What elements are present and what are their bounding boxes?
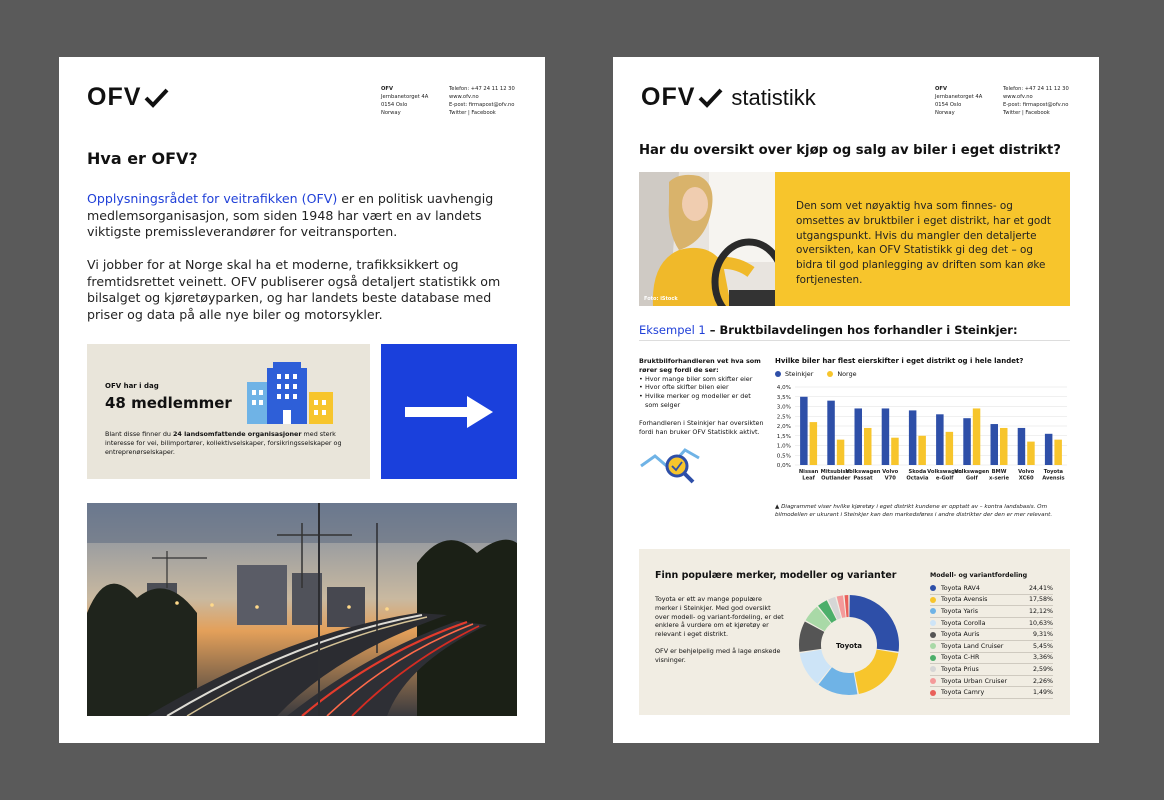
row-value: 12,12% [1028, 607, 1053, 615]
bar-norge [810, 422, 818, 465]
x-tick-label: Passat [853, 475, 873, 482]
address-name: OFV [381, 86, 393, 92]
row-label: Toyota Land Cruiser [930, 643, 1003, 650]
x-tick-label: e-Golf [935, 475, 954, 482]
legend-dot [930, 632, 936, 638]
divider [639, 340, 1070, 341]
y-tick-label: 1,0% [776, 443, 791, 450]
ofv-link[interactable]: Opplysningsrådet for veitrafikken (OFV) [87, 191, 338, 206]
arrow-button[interactable] [381, 344, 517, 479]
x-tick-label: Octavia [906, 475, 929, 482]
bar-norge [946, 432, 954, 465]
bar-steinkjer [827, 401, 835, 465]
bar-chart-title: Hvilke biler har flest eierskifter i eget distrikt og i hele landet? [775, 357, 1024, 365]
legend-dot [930, 620, 936, 626]
bullet-list [639, 375, 764, 410]
table-row [930, 687, 1053, 699]
example-heading [639, 323, 1018, 337]
row-value: 5,45% [1032, 642, 1053, 650]
highway-photo [87, 503, 517, 716]
left-heading: Bruktbilforhandleren vet hva som rører seg fordi de ser: [639, 357, 761, 374]
x-tick-label: Mitsubishi [820, 469, 851, 475]
ofv-logo [87, 83, 169, 112]
members-description [105, 430, 355, 457]
address-block [935, 85, 982, 117]
driver-photo [639, 172, 775, 306]
contact-block [1003, 85, 1069, 117]
legend-item-norge [827, 370, 856, 378]
bar-steinkjer [1018, 428, 1025, 465]
bar-norge [1027, 442, 1035, 465]
y-tick-label: 0,0% [776, 463, 791, 469]
x-tick-label: Skoda [908, 469, 927, 475]
table-row [930, 583, 1053, 595]
table-row [930, 606, 1053, 618]
x-tick-label: Toyota [1043, 469, 1064, 475]
members-desc-bold: 24 landsomfattende organisasjoner [172, 430, 302, 438]
bar-norge [1000, 428, 1008, 465]
members-value: 48 medlemmer [105, 394, 232, 412]
x-tick-label: Leaf [802, 475, 815, 482]
logo-text: OFV [87, 83, 142, 111]
legend-dot [827, 371, 833, 377]
checkmark-icon [697, 88, 723, 108]
panel-paragraph: Toyota er ett av mange populære merker i Steinkjer. Med god oversikt over modell- og variant-fordeling, er det enklere å vurdere om et kjøretøy er relevant i eget distrikt. [655, 595, 784, 639]
bar-norge [918, 436, 926, 465]
members-label: OFV har i dag [105, 382, 159, 390]
table-row [930, 595, 1053, 607]
x-tick-label: V70 [884, 475, 896, 482]
y-tick-label: 4,0% [776, 385, 791, 391]
contact-phone: Telefon: +47 24 11 12 30 [1003, 86, 1069, 92]
bar-steinkjer [800, 397, 808, 465]
y-tick-label: 3,5% [776, 394, 791, 401]
row-label: Toyota Urban Cruiser [930, 678, 1007, 685]
bar-steinkjer [882, 408, 890, 465]
donut-center-label: Toyota [835, 642, 863, 650]
row-label: Toyota C-HR [930, 654, 979, 661]
panel-text [655, 595, 785, 673]
bar-steinkjer [855, 408, 863, 465]
x-tick-label: Volkswagen [954, 469, 990, 475]
table-row [930, 653, 1053, 665]
donut-chart [795, 591, 903, 699]
row-value: 1,49% [1032, 689, 1053, 697]
bar-norge [891, 438, 899, 465]
members-desc-pre: Blant disse finner du [105, 430, 173, 438]
x-tick-label: Avensis [1042, 475, 1065, 482]
bar-steinkjer [1045, 434, 1053, 465]
y-tick-label: 2,5% [776, 414, 791, 421]
bar-norge [1054, 440, 1062, 465]
intro-text: er en politisk uavhengig medlemsorganisasjon, som siden 1948 har vært en av landets viktigste premissleverandører for veitransporten. [87, 191, 494, 239]
bar-chart-legend [775, 370, 857, 378]
x-tick-label: XC60 [1018, 475, 1034, 482]
row-label: Toyota RAV4 [930, 585, 980, 592]
example-title: – Bruktbilavdelingen hos forhandler i Steinkjer: [705, 323, 1018, 337]
table-row [930, 676, 1053, 688]
table-row [930, 641, 1053, 653]
address-country: Norway [381, 110, 401, 116]
row-label: Toyota Corolla [930, 620, 985, 627]
page-title: Har du oversikt over kjøp og salg av biler i eget distrikt? [639, 143, 1061, 158]
row-value: 2,59% [1032, 665, 1053, 673]
bar-norge [973, 408, 981, 465]
x-tick-label: BMW [991, 469, 1007, 475]
legend-dot [930, 585, 936, 591]
chart-note: ▲ Diagrammet viser hvilke kjøretøy i eget distrikt kundene er opptatt av – kontra landsbasis. Om bilmodellen er ukurant i Steinkjer kan den markedsføres i andre distrikter der den er mer relevant. [775, 504, 1053, 519]
legend-dot [930, 666, 936, 672]
contact-social[interactable]: Twitter | Facebook [449, 110, 496, 116]
legend-label: Steinkjer [785, 370, 814, 378]
page-title: Hva er OFV? [87, 149, 198, 168]
y-tick-label: 0,5% [776, 453, 791, 460]
mission-paragraph: Vi jobber for at Norge skal ha et moderne, trafikksikkert og fremtidsrettet veinett. OFV publiserer også detaljert statistikk om bilsalget og kjøretøyparken, og har landets beste database med priser og data på alle nye biler og motorsykler. [87, 257, 501, 322]
address-name: OFV [935, 86, 947, 92]
example-left-column [639, 357, 764, 487]
panel-title: Finn populære merker, modeller og varianter [655, 570, 897, 581]
donut-slice [855, 650, 899, 694]
panel-paragraph: OFV er behjelpelig med å lage ønskede visninger. [655, 646, 781, 664]
legend-dot [930, 655, 936, 661]
contact-web[interactable]: www.ofv.no [449, 94, 479, 100]
table-row [930, 664, 1053, 676]
x-tick-label: Volkswagen [845, 469, 881, 475]
logo-text: OFV [641, 83, 696, 111]
left-footer: Forhandleren i Steinkjer har oversikten fordi han bruker OFV Statistikk aktivt. [639, 418, 764, 436]
address-block [381, 85, 428, 117]
contact-social[interactable]: Twitter | Facebook [1003, 110, 1050, 116]
address-city: 0154 Oslo [381, 102, 408, 108]
x-tick-label: Volvo [1018, 469, 1035, 475]
legend-dot [930, 597, 936, 603]
list-item: • Hvor ofte skifter bilen eier [639, 383, 764, 392]
x-tick-label: Nissan [798, 469, 819, 475]
contact-email[interactable]: E-post: firmapost@ofv.no [449, 102, 515, 108]
photo-credit: Foto: iStock [644, 296, 678, 302]
x-tick-label: Outlander [821, 475, 851, 482]
row-value: 17,58% [1028, 596, 1053, 604]
arrow-right-icon [403, 394, 495, 430]
logo-suffix: statistikk [731, 84, 816, 110]
bar-norge [837, 440, 845, 465]
bar-steinkjer [991, 424, 999, 465]
table-header: Modell- og variantfordeling [930, 572, 1028, 579]
address-city: 0154 Oslo [935, 102, 962, 108]
bar-steinkjer [963, 418, 971, 465]
address-street: Jernbanetorget 4A [381, 94, 429, 100]
row-value: 24,41% [1028, 584, 1053, 592]
legend-dot [930, 678, 936, 684]
row-value: 2,26% [1032, 677, 1053, 685]
x-tick-label: Volvo [882, 469, 899, 475]
row-value: 3,36% [1032, 654, 1053, 662]
legend-dot [930, 690, 936, 696]
buildings-icon [247, 362, 337, 424]
bar-chart [765, 383, 1075, 501]
ofv-statistikk-logo [641, 83, 816, 112]
intro-text: Den som vet nøyaktig hva som finnes- og omsettes av bruktbiler i eget distrikt, har et godt utgangspunkt. Hvis du mangler den detaljerte oversikten, kan OFV Statistikk gi deg det – og bidra til god planlegging av driften som kan øke fortjenesten. [796, 200, 1051, 286]
table-row [930, 618, 1053, 630]
row-label: Toyota Yaris [930, 608, 978, 615]
row-label: Toyota Camry [930, 689, 984, 696]
y-tick-label: 3,0% [776, 404, 791, 411]
list-item: • Hvor mange biler som skifter eier [639, 375, 764, 384]
model-table [930, 572, 1053, 699]
legend-item-steinkjer [775, 370, 813, 378]
address-street: Jernbanetorget 4A [935, 94, 983, 100]
contact-block [449, 85, 515, 117]
x-tick-label: x-serie [989, 475, 1009, 482]
page-left [59, 57, 545, 743]
x-tick-label: Golf [965, 475, 978, 482]
bar-steinkjer [909, 410, 917, 465]
row-value: 10,63% [1028, 619, 1053, 627]
intro-paragraph [87, 191, 507, 241]
contact-email[interactable]: E-post: firmapost@ofv.no [1003, 102, 1069, 108]
contact-phone: Telefon: +47 24 11 12 30 [449, 86, 515, 92]
list-item: • Hvilke merker og modeller er det som selger [639, 392, 764, 410]
bar-steinkjer [936, 414, 944, 465]
row-label: Toyota Auris [930, 631, 979, 638]
table-row [930, 629, 1053, 641]
analytics-search-icon [639, 446, 703, 484]
row-label: Toyota Avensis [930, 596, 987, 603]
members-box [87, 344, 370, 479]
bar-norge [864, 428, 872, 465]
contact-web[interactable]: www.ofv.no [1003, 94, 1033, 100]
example-number: Eksempel 1 [639, 323, 706, 337]
y-tick-label: 1,5% [776, 433, 791, 440]
legend-dot [775, 371, 781, 377]
legend-label: Norge [837, 370, 857, 378]
legend-dot [930, 608, 936, 614]
address-country: Norway [935, 110, 955, 116]
intro-box [775, 172, 1070, 306]
model-distribution-panel [639, 549, 1070, 715]
row-label: Toyota Prius [930, 666, 979, 673]
legend-dot [930, 643, 936, 649]
members-desc-post: med sterk interesse for vei, bilimportører, kollektivselskaper, forsikringsselskaper og entreprenørselskaper. [105, 430, 342, 456]
page-right [613, 57, 1099, 743]
y-tick-label: 2,0% [776, 424, 791, 430]
x-tick-label: Volkswagen [927, 469, 963, 475]
checkmark-icon [143, 88, 169, 108]
row-value: 9,31% [1032, 631, 1053, 639]
